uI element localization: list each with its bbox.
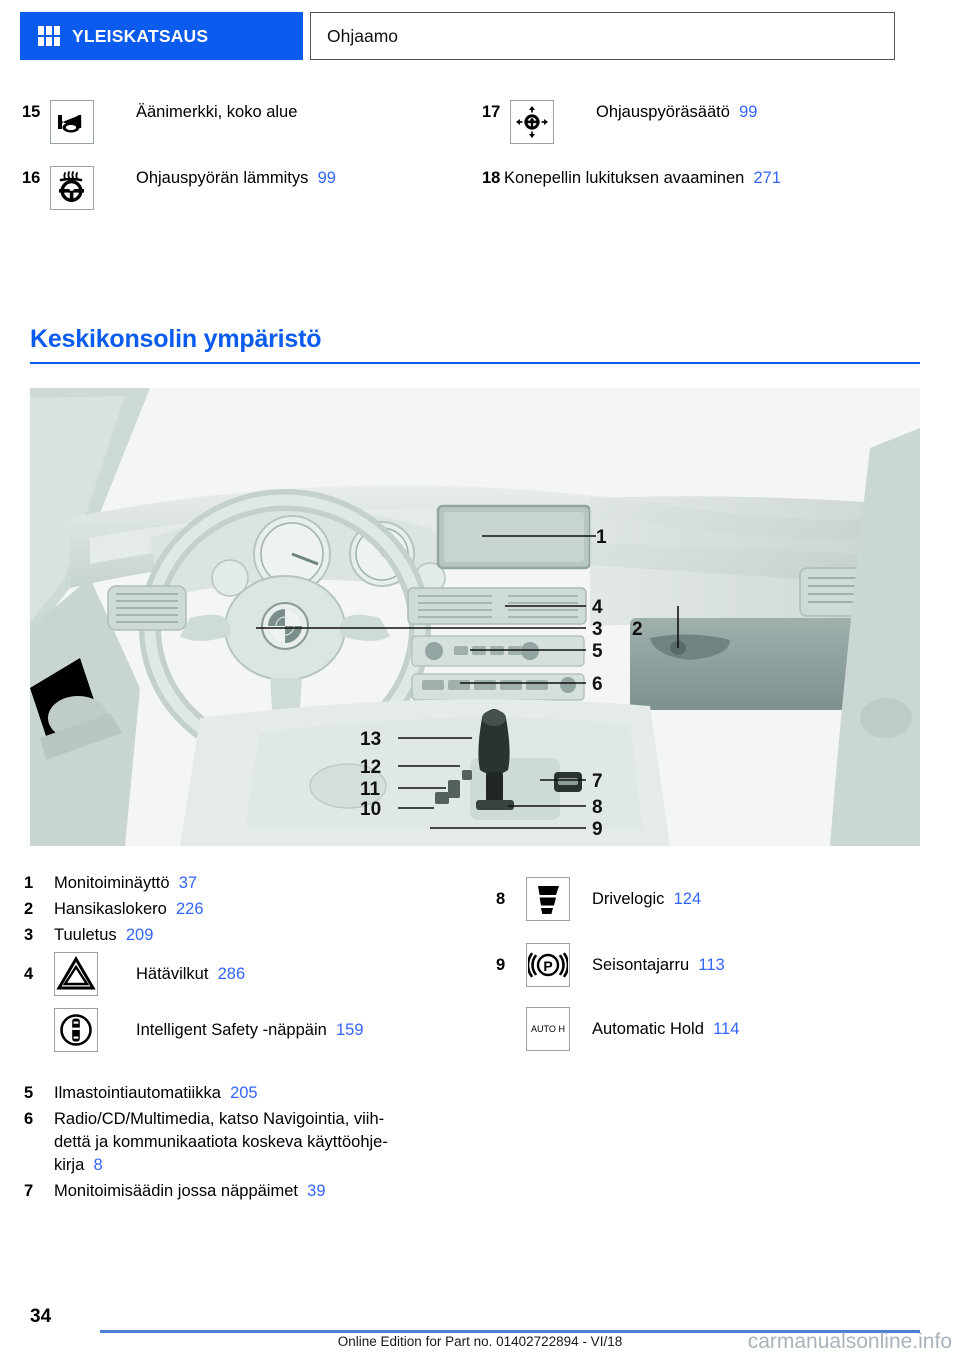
legend-text: Monitoiminäyttö 37: [54, 874, 198, 892]
legend-item-7: [24, 1180, 476, 1203]
legend-number: 15: [22, 103, 41, 121]
page-reference[interactable]: 8: [93, 1156, 103, 1174]
legend-text-line-1: Radio/CD/Multimedia, katso Navigointia, viih-: [54, 1110, 385, 1128]
callout-11: 11: [360, 779, 381, 800]
legend-right-column: [496, 872, 936, 1056]
legend-text: Monitoimisäädin jossa näppäimet 39: [54, 1182, 326, 1200]
page-number: 34: [30, 1306, 52, 1327]
legend-number: 17: [482, 103, 501, 121]
legend-item-2: [24, 898, 476, 921]
legend-text-line-3: kirja: [54, 1156, 85, 1174]
legend-item-9: [496, 943, 936, 987]
legend-item-3: [24, 924, 476, 947]
page-reference[interactable]: 226: [175, 900, 204, 918]
parking-brake-icon: [526, 943, 570, 987]
legend-text: Hansikaslokero 226: [54, 900, 204, 918]
top-legend-right-column: [482, 100, 942, 198]
callout-9: 9: [592, 819, 603, 840]
callout-3: 3: [592, 619, 603, 640]
page-reference[interactable]: 99: [317, 169, 336, 187]
page-header: [0, 12, 960, 62]
footer-edition-text: Online Edition for Part no. 01402722894 - VI/18: [337, 1334, 623, 1349]
legend-item-18: [482, 166, 942, 188]
legend-text: Drivelogic 124: [592, 890, 702, 908]
page-reference[interactable]: 124: [673, 890, 702, 908]
callout-1: 1: [596, 527, 607, 548]
page-reference[interactable]: 113: [698, 956, 725, 974]
legend-text: Ilmastointiautomatiikka 205: [54, 1084, 258, 1102]
legend-item-automatic-hold: [496, 1007, 936, 1051]
legend-number: 4: [24, 964, 34, 983]
page-reference[interactable]: 114: [713, 1020, 740, 1038]
callout-12: 12: [360, 757, 382, 778]
legend-item-15: [22, 100, 472, 144]
grid-icon: [38, 26, 60, 46]
legend-number: 2: [24, 900, 34, 918]
tab-overview-label: YLEISKATSAUS: [72, 25, 209, 46]
drivelogic-icon: [526, 877, 570, 921]
center-console-surroundings-diagram: [30, 388, 920, 846]
legend-item-5: [24, 1082, 476, 1105]
legend-text: Äänimerkki, koko alue: [136, 103, 298, 121]
steering-wheel-heating-icon: [50, 166, 94, 210]
page-reference[interactable]: 37: [178, 874, 198, 892]
page-reference[interactable]: 271: [753, 169, 782, 187]
legend-text-line-2: dettä ja kommunikaatiota koskeva käyttöohje-: [54, 1133, 388, 1151]
dashboard-illustration-svg: [30, 388, 920, 846]
legend-number: 6: [24, 1110, 34, 1128]
callout-4: 4: [592, 597, 603, 618]
legend-item-4: [24, 952, 476, 996]
page-reference[interactable]: 205: [230, 1084, 258, 1102]
page-reference[interactable]: 99: [739, 103, 758, 121]
callout-2: 2: [632, 619, 643, 640]
callout-7: 7: [592, 771, 603, 792]
page-reference[interactable]: 159: [335, 1021, 364, 1039]
legend-number: 5: [24, 1084, 34, 1102]
hazard-warning-triangle-icon: [54, 952, 98, 996]
page-reference[interactable]: 286: [217, 965, 246, 983]
callout-5: 5: [592, 641, 603, 662]
auto-hold-icon-label: AUTO H: [530, 1023, 566, 1034]
legend-item-17: [482, 100, 942, 144]
legend-item-intelligent-safety: [24, 1008, 476, 1052]
legend-number: 1: [24, 874, 34, 892]
legend-number: 7: [24, 1182, 34, 1200]
section-heading-block: [30, 325, 920, 364]
legend-item-6: [24, 1108, 476, 1177]
top-legend-left-column: [22, 100, 472, 220]
legend-number: 8: [496, 889, 506, 908]
page-reference[interactable]: 209: [125, 926, 154, 944]
top-legend-items: [0, 100, 960, 250]
legend-text: [54, 1108, 388, 1177]
intelligent-safety-icon: [54, 1008, 98, 1052]
tab-section-label: Ohjaamo: [327, 25, 399, 46]
legend-left-column: [24, 872, 476, 1206]
legend-text: Ohjauspyörän lämmitys 99: [136, 169, 336, 187]
page-reference[interactable]: 39: [307, 1182, 326, 1200]
callout-10: 10: [360, 799, 382, 820]
svg-text:P: P: [543, 958, 553, 974]
page-title: Keskikonsolin ympäristö: [30, 325, 322, 353]
horn-icon: [50, 100, 94, 144]
legend-item-16: [22, 166, 472, 210]
legend-text: Konepellin lukituksen avaaminen 271: [504, 169, 782, 187]
callout-8: 8: [592, 797, 603, 818]
callout-13: 13: [360, 729, 382, 750]
legend-number: 9: [496, 955, 506, 974]
legend-text: Seisontajarru 113: [592, 956, 725, 974]
legend-text: Ohjauspyöräsäätö 99: [596, 103, 758, 121]
legend-number: 3: [24, 926, 34, 944]
steering-wheel-adjustment-icon: [510, 100, 554, 144]
tab-section-title: [310, 12, 895, 60]
legend-text: Tuuletus 209: [54, 926, 154, 944]
legend-number: 18: [482, 169, 501, 187]
auto-hold-icon: [526, 1007, 570, 1051]
legend-text: Hätävilkut 286: [136, 965, 246, 983]
tab-overview[interactable]: [20, 12, 303, 60]
legend-number: 16: [22, 169, 41, 187]
legend-item-1: [24, 872, 476, 895]
callout-6: 6: [592, 674, 603, 695]
legend-text: Intelligent Safety -näppäin 159: [136, 1021, 364, 1039]
legend-text: Automatic Hold 114: [592, 1020, 740, 1038]
watermark: carmanualsonline.info: [747, 1330, 952, 1353]
section-divider: [30, 362, 920, 364]
legend-item-8: [496, 877, 936, 921]
